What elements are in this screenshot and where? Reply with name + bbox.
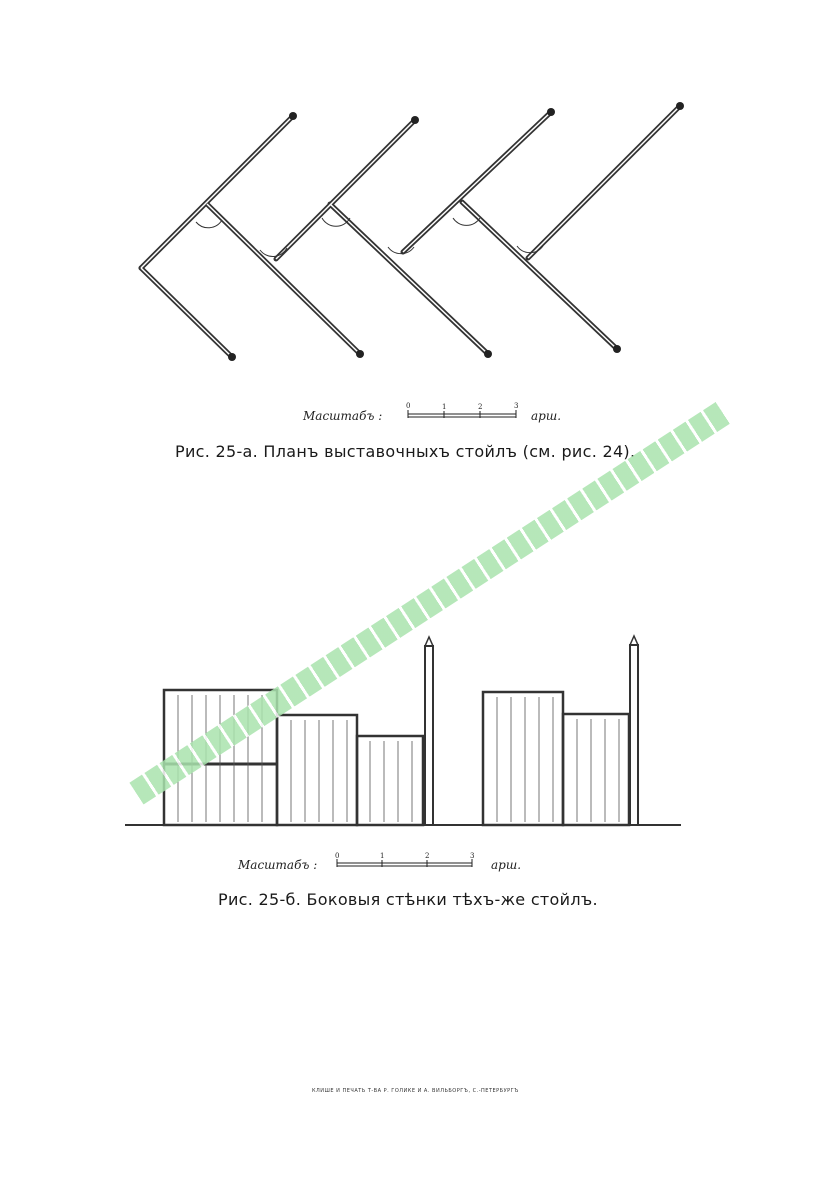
- scale-a-tick-0: 0: [406, 402, 411, 410]
- scale-b-tick-0: 0: [335, 852, 340, 860]
- figure-b-caption: Рис. 25-б. Боковыя стѣнки тѣхъ-же стойлъ.: [218, 890, 598, 909]
- scale-b-tick-1: 1: [380, 852, 385, 860]
- scale-label-b: Масштабъ :: [238, 858, 318, 872]
- scale-a-tick-2: 2: [478, 403, 483, 411]
- scale-label-a: Масштабъ :: [303, 409, 383, 423]
- scale-a-tick-1: 1: [442, 403, 447, 411]
- scale-unit-a: арш.: [531, 409, 562, 423]
- figure-a-caption: Рис. 25-а. Планъ выставочныхъ стойлъ (см. рис. 24).: [175, 442, 636, 461]
- scale-a-tick-3: 3: [514, 402, 519, 410]
- scale-bar-b: [337, 859, 472, 867]
- scale-bar-a: [408, 410, 516, 418]
- printer-imprint: КЛИШЕ И ПЕЧАТЬ Т-ВА Р. ГОЛИКЕ И А. ВИЛЬБОРГЪ, С.-ПЕТЕРБУРГЪ: [312, 1088, 519, 1094]
- scale-unit-b: арш.: [491, 858, 522, 872]
- scale-b-tick-2: 2: [425, 852, 430, 860]
- scale-b-tick-3: 3: [470, 852, 475, 860]
